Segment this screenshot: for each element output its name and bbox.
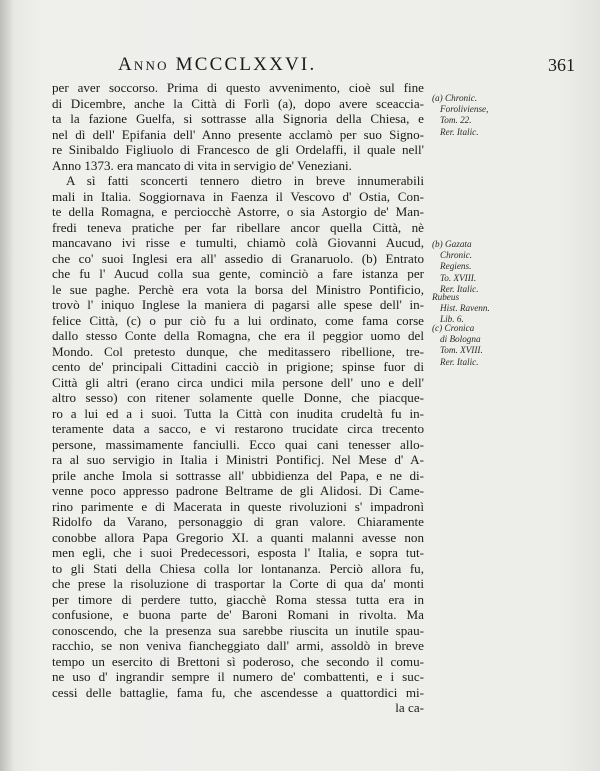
text-line: re Sinibaldo Figliuolo di Francesco de gli Ordelaffi, il quale nell'	[52, 142, 424, 157]
text-line: felice Città, (c) o pur ciò fu a lui ordinato, come fama corse	[52, 312, 424, 328]
side-note	[432, 323, 483, 368]
text-line: le sue paghe. Perchè era vota la borsa del Ministro Pontificio,	[52, 281, 424, 297]
text-line: to gli Stati della Chiesa colla lor lontananza. Perciò allora fu,	[52, 560, 424, 576]
text-line: ra al suo servigio in Italia i Ministri Pontificj. Nel Mese d' A-	[52, 452, 424, 467]
side-note-line: Rer. Italic.	[440, 126, 479, 137]
text-line: cento de' principali Cittadini cacciò in prigione; spinse fuor di	[52, 359, 424, 374]
page-number: 361	[548, 55, 575, 75]
text-line: Ridolfo da Varano, personaggio di gran valore. Chiaramente	[52, 514, 424, 529]
text-line: tempo un esercito di Brettoni sì poderoso, che secondo il comu-	[52, 653, 424, 669]
text-line: rino parimente e di Macerata in queste rivoluzioni s' impadronì	[52, 498, 424, 514]
side-note-line: Tom. 22.	[440, 115, 472, 126]
text-line: fredi teneva pratiche per far ribellare ancor quella Città, nè	[52, 219, 424, 235]
text-line: te della Romagna, e perciocchè Astorre, o sia Astorgio de' Man-	[52, 204, 424, 219]
side-note-line: To. XVIII.	[440, 272, 477, 283]
side-note	[432, 292, 490, 326]
text-line: di Dicembre, anche la Città di Forlì (a), dopo avere sceaccia-	[52, 95, 424, 111]
side-note-line: Foroliviense,	[440, 104, 489, 115]
side-note	[432, 93, 488, 138]
side-note-line: Rer. Italic.	[440, 283, 479, 294]
text-line: per aver soccorso. Prima di questo avvenimento, cioè sul fine	[52, 80, 424, 95]
text-line: racchio, se non veniva fiancheggiato dall' armi, assoldò in breve	[52, 638, 424, 653]
text-line: che fu l' Aucud colla sua gente, cominciò a fare istanza per	[52, 266, 424, 281]
text-line: prile anche Imola si sottrasse all' ubbidienza del Papa, e ne di-	[52, 467, 424, 483]
text-line: trovò l' iniquo Inglese la maniera di pagarsi alle spese dell' in-	[52, 297, 424, 312]
text-line: teramente data a sacco, e vi restarono trucidate circa trecento	[52, 421, 424, 436]
text-line: Anno 1373. era mancato di vita in servigio de' Veneziani.	[52, 157, 352, 173]
text-line: Città gli altri (erano circa undici mila persone dell' uno e dell'	[52, 374, 424, 390]
text-line: ne uso d' ingrandir sempre il numero de' combattenti, e i suc-	[52, 669, 424, 684]
text-line: cessi delle battaglie, fama fu, che ascendesse a quattordici mi-	[52, 684, 424, 700]
side-note	[432, 239, 479, 295]
text-line: mali in Italia. Soggiornava in Faenza il Vescovo d' Ostia, Con-	[52, 188, 424, 204]
side-note-line: Rer. Italic.	[440, 356, 479, 367]
side-note-line: (a) Chronic.	[432, 93, 478, 103]
text-line: nel dì dell' Epifania dell' Anno presente acclamò per suo Signo-	[52, 126, 424, 142]
text-line: ta la fazione Guelfa, si sottrasse alla Signoria della Chiesa, e	[52, 111, 424, 126]
text-line: conoscendo, che la presenza sua sarebbe riuscita un inutile spau-	[52, 622, 424, 638]
text-line: venne poco appresso padrone Beltrame de gli Alidosi. Di Came-	[52, 483, 424, 498]
running-title: Anno MCCCLXXVI.	[118, 54, 317, 75]
side-note-line: Regiens.	[440, 261, 472, 272]
text-line: confusione, e buona parte de' Baroni Romani in rivolta. Ma	[52, 607, 424, 622]
text-line: ro a lui ed a i suoi. Tutta la Città con inudita crudeltà fu in-	[52, 405, 424, 421]
side-note-line: Lib. 6.	[440, 314, 464, 325]
text-line: altro sesso) con ritener solamente quelle Donne, che piacque-	[52, 390, 424, 405]
text-line: dallo stesso Conte della Romagna, che era il peggior uomo del	[52, 328, 424, 343]
side-note-line: Tom. XVIII.	[440, 345, 483, 356]
text-line: che prese la risoluzione di trasportar la Corte di qua da' monti	[52, 576, 424, 591]
main-text-column	[52, 80, 424, 716]
side-note-line: Hist. Ravenn.	[440, 303, 490, 314]
text-line: men egli, che i suoi Predecessori, esposta l' Italia, e sopra tut-	[52, 545, 424, 560]
side-note-line: (c) Cronica	[432, 323, 475, 333]
page-header	[0, 54, 600, 76]
side-note-line: di Bologna	[440, 334, 481, 345]
text-line: conobbe allora Papa Gregorio XI. a quanti malanni avesse non	[52, 529, 424, 545]
text-line: Mondo. Col pretesto dunque, che meditassero ribellione, tre-	[52, 343, 424, 359]
text-line: mancavano ivi risse e tumulti, chiamò colà Giovanni Aucud,	[52, 235, 424, 250]
text-line: che co' suoi Inglesi era all' assedio di Granaruolo. (b) Entrato	[52, 250, 424, 266]
side-note-line: Chronic.	[440, 250, 473, 261]
side-note-line: Rubeus	[432, 292, 460, 302]
text-line: A sì fatti sconcerti tennero dietro in breve innumerabili	[66, 173, 424, 188]
text-line: persone, massimamente fanciulli. Ecco quai cani tenesser allo-	[52, 436, 424, 452]
side-note-line: (b) Gazata	[432, 239, 472, 249]
text-line: per timore di perdere tutto, giacchè Roma stessa tutta era in	[52, 591, 424, 607]
text-line: la ca-	[395, 700, 424, 715]
